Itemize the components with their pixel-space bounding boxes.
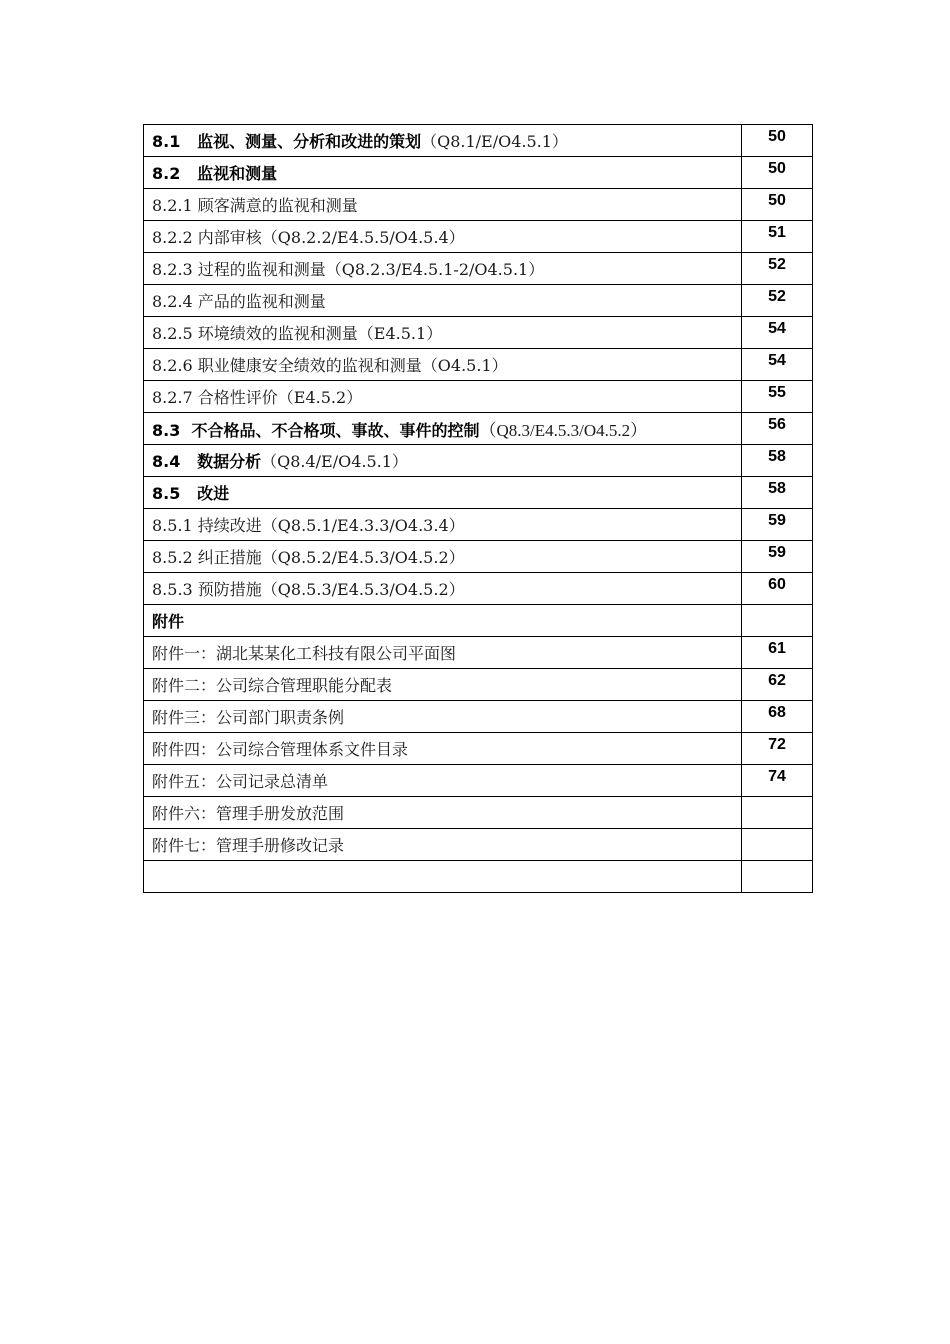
toc-number: 8.2 — [152, 164, 181, 183]
toc-entry: 8.2.2 内部审核（Q8.2.2/E4.5.5/O4.5.4） — [144, 221, 742, 253]
toc-row — [144, 765, 813, 797]
toc-page: 58 — [742, 477, 813, 509]
toc-title: 不合格品、不合格项、事故、事件的控制 — [191, 421, 480, 440]
toc-row — [144, 477, 813, 509]
toc-row — [144, 733, 813, 765]
toc-entry: 附件四：公司综合管理体系文件目录 — [144, 733, 742, 765]
toc-entry — [144, 125, 742, 157]
toc-row — [144, 509, 813, 541]
toc-row — [144, 381, 813, 413]
toc-number: 8.4 — [152, 452, 181, 471]
toc-row — [144, 637, 813, 669]
toc-page: 62 — [742, 669, 813, 701]
toc-row — [144, 573, 813, 605]
toc-page: 52 — [742, 253, 813, 285]
toc-number: 8.3 — [152, 421, 181, 440]
toc-title: 监视和测量 — [197, 164, 278, 183]
toc-row — [144, 669, 813, 701]
toc-entry — [144, 413, 742, 445]
toc-number: 8.5 — [152, 484, 181, 503]
toc-row — [144, 605, 813, 637]
toc-entry: 8.2.5 环境绩效的监视和测量（E4.5.1） — [144, 317, 742, 349]
toc-entry: 附件六：管理手册发放范围 — [144, 797, 742, 829]
toc-page: 55 — [742, 381, 813, 413]
toc-entry: 8.2.7 合格性评价（E4.5.2） — [144, 381, 742, 413]
toc-row — [144, 701, 813, 733]
toc-title: 监视、测量、分析和改进的策划 — [197, 132, 422, 151]
toc-entry: 附件一：湖北某某化工科技有限公司平面图 — [144, 637, 742, 669]
toc-row — [144, 157, 813, 189]
toc-entry: 8.2.1 顾客满意的监视和测量 — [144, 189, 742, 221]
toc-ref: （Q8.1/E/O4.5.1） — [421, 132, 568, 151]
toc-row — [144, 253, 813, 285]
toc-heading: 附件 — [152, 612, 185, 631]
toc-page: 68 — [742, 701, 813, 733]
toc-ref: （Q8.4/E/O4.5.1） — [261, 452, 408, 471]
toc-page: 58 — [742, 445, 813, 477]
toc-number: 8.1 — [152, 132, 181, 151]
toc-entry: 8.5.3 预防措施（Q8.5.3/E4.5.3/O4.5.2） — [144, 573, 742, 605]
toc-row — [144, 349, 813, 381]
toc-page — [742, 829, 813, 861]
toc-page: 61 — [742, 637, 813, 669]
toc-page: 59 — [742, 509, 813, 541]
toc-row — [144, 413, 813, 445]
toc-entry: 8.2.3 过程的监视和测量（Q8.2.3/E4.5.1-2/O4.5.1） — [144, 253, 742, 285]
toc-page — [742, 797, 813, 829]
toc-page: 54 — [742, 349, 813, 381]
toc-ref: （Q8.3/E4.5.3/O4.5.2） — [479, 421, 648, 440]
toc-row — [144, 445, 813, 477]
toc-page: 50 — [742, 125, 813, 157]
toc-entry: 附件七：管理手册修改记录 — [144, 829, 742, 861]
toc-row — [144, 829, 813, 861]
toc-page: 54 — [742, 317, 813, 349]
toc-title: 数据分析 — [197, 452, 262, 471]
toc-page: 56 — [742, 413, 813, 445]
toc-entry: 附件二：公司综合管理职能分配表 — [144, 669, 742, 701]
toc-entry — [144, 861, 742, 893]
toc-page: 50 — [742, 157, 813, 189]
toc-row — [144, 285, 813, 317]
toc-title: 改进 — [197, 484, 230, 503]
toc-entry: 附件五：公司记录总清单 — [144, 765, 742, 797]
toc-entry — [144, 157, 742, 189]
toc-page: 74 — [742, 765, 813, 797]
toc-page: 52 — [742, 285, 813, 317]
toc-entry: 8.5.2 纠正措施（Q8.5.2/E4.5.3/O4.5.2） — [144, 541, 742, 573]
toc-row — [144, 861, 813, 893]
toc-entry — [144, 477, 742, 509]
toc-page — [742, 861, 813, 893]
toc-entry — [144, 605, 742, 637]
toc-row — [144, 189, 813, 221]
toc-entry: 8.2.4 产品的监视和测量 — [144, 285, 742, 317]
toc-page: 59 — [742, 541, 813, 573]
toc-row — [144, 317, 813, 349]
toc-row — [144, 797, 813, 829]
toc-entry: 附件三：公司部门职责条例 — [144, 701, 742, 733]
toc-page: 51 — [742, 221, 813, 253]
toc-entry: 8.2.6 职业健康安全绩效的监视和测量（O4.5.1） — [144, 349, 742, 381]
toc-page: 60 — [742, 573, 813, 605]
toc-entry — [144, 445, 742, 477]
toc-page: 72 — [742, 733, 813, 765]
toc-table — [143, 124, 813, 893]
toc-page: 50 — [742, 189, 813, 221]
toc-row — [144, 221, 813, 253]
toc-row — [144, 541, 813, 573]
toc-row — [144, 125, 813, 157]
toc-page — [742, 605, 813, 637]
toc-entry: 8.5.1 持续改进（Q8.5.1/E4.3.3/O4.3.4） — [144, 509, 742, 541]
